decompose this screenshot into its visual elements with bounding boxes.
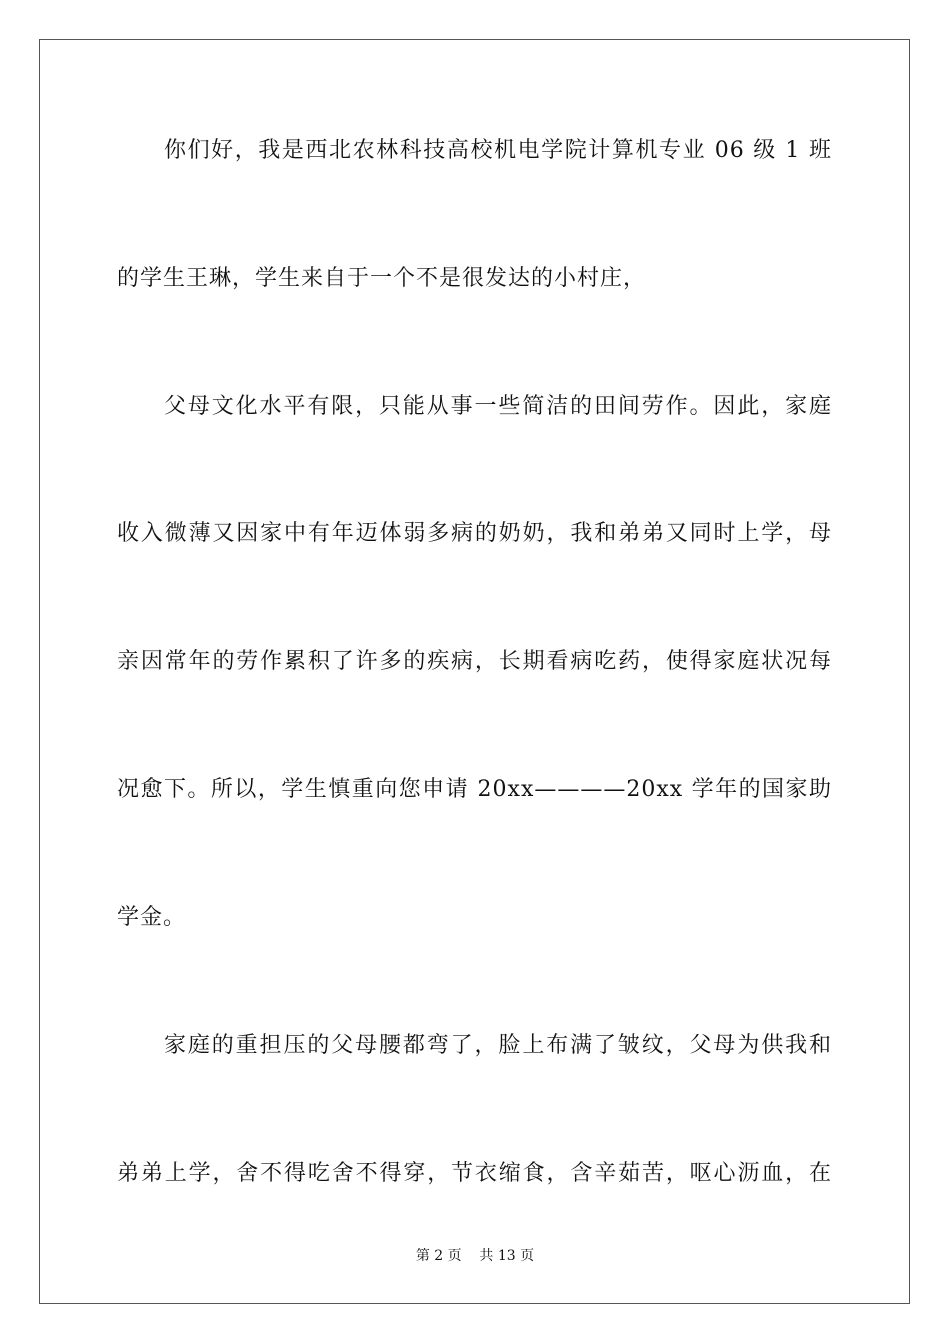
text-line: 弟弟上学，舍不得吃舍不得穿，节衣缩食，含辛茹苦，呕心沥血，在	[117, 1161, 832, 1186]
page-number-footer: 第 2 页 共 13 页	[415, 1248, 535, 1264]
text-line: 收入微薄又因家中有年迈体弱多病的奶奶，我和弟弟又同时上学，母	[117, 521, 832, 546]
text-line: 你们好，我是西北农林科技高校机电学院计算机专业 06 级 1 班	[164, 138, 832, 163]
text-line: 父母文化水平有限，只能从事一些简洁的田间劳作。因此，家庭	[164, 394, 832, 419]
text-line: 亲因常年的劳作累积了许多的疾病，长期看病吃药，使得家庭状况每	[117, 649, 832, 674]
text-line: 的学生王琳，学生来自于一个不是很发达的小村庄，	[117, 266, 647, 291]
text-line: 家庭的重担压的父母腰都弯了，脸上布满了皱纹，父母为供我和	[164, 1033, 832, 1058]
text-line: 况愈下。所以，学生慎重向您申请 20xx————20xx 学年的国家助	[117, 777, 832, 802]
text-line: 学金。	[117, 905, 187, 930]
